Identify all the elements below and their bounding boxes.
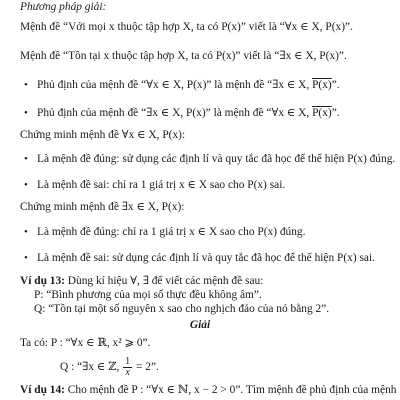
- text-line: Là mệnh đề đúng: sử dụng các định lí và quy tắc đã học để thể hiện P(x) đúng.: [37, 153, 396, 165]
- solution-heading: Giải: [189, 319, 211, 331]
- text-span: Phủ định của mệnh đề “∀x ∈ X, P(x)” là mệnh đề “∃x ∈ X,: [37, 79, 313, 91]
- text-line: Ta có: P : “∀x ∈ ℝ, x² ⩾ 0”.: [20, 337, 151, 349]
- negated-expression: P(x): [312, 107, 332, 119]
- text-span: = 2”.: [133, 361, 159, 373]
- text-line: Mệnh đề “Tồn tại x thuộc tập hợp X, ta có P(x)” viết là “∃x ∈ X, P(x)”.: [20, 50, 347, 62]
- bullet-icon: •: [24, 252, 28, 264]
- text-line: Là mệnh đề đúng: chỉ ra 1 giá trị x ∈ X sao cho P(x) đúng.: [37, 226, 306, 238]
- text-span: ”.: [331, 107, 340, 119]
- text-span: Phủ định của mệnh đề “∃x ∈ X, P(x)” là mệnh đề “∀x ∈ X,: [37, 107, 313, 119]
- fraction: [123, 357, 132, 378]
- text-line: Là mệnh đề sai: sử dụng các định lí và quy tắc đã học để thể hiện P(x) sai.: [37, 252, 375, 264]
- text-line: Là mệnh đề sai: chỉ ra 1 giá trị x ∈ X sao cho P(x) sai.: [37, 179, 286, 191]
- text-line: Q: “Tồn tại một số nguyên x sao cho nghịch đảo của nó bằng 2”.: [34, 303, 330, 315]
- text-line: P: “Bình phương của mọi số thực đều không âm”.: [34, 289, 262, 301]
- bullet-icon: •: [24, 79, 28, 91]
- text-span: Dùng kí hiệu ∀, ∃ để viết các mệnh đề sau:: [64, 275, 264, 287]
- text-line: [37, 106, 400, 120]
- example-line: [20, 274, 400, 288]
- negated-expression: P(x): [312, 79, 332, 91]
- section-heading: Phương pháp giải:: [20, 1, 107, 13]
- text-span: Cho mệnh đề P : “∀x ∈ ℕ, x − 2 > 0”. Tìm mệnh đề phủ định của mệnh: [64, 384, 397, 396]
- bullet-icon: •: [24, 153, 28, 165]
- text-line: [37, 78, 400, 92]
- bullet-icon: •: [24, 107, 28, 119]
- bullet-icon: •: [24, 179, 28, 191]
- text-line: Mệnh đề “Với mọi x thuộc tập hợp X, ta có P(x)” viết là “∀x ∈ X, P(x)”.: [20, 21, 353, 33]
- fraction-numerator: 1: [125, 356, 131, 367]
- fraction-denominator: x: [125, 366, 130, 378]
- math-line: [60, 356, 400, 378]
- example-label: Ví dụ 13:: [20, 275, 65, 287]
- text-span: Q : “∃x ∈ ℤ,: [60, 361, 123, 373]
- bullet-icon: •: [24, 226, 28, 238]
- example-line: [20, 383, 400, 397]
- example-label: Ví dụ 14:: [20, 384, 65, 396]
- text-span: ”.: [331, 79, 340, 91]
- text-line: Chứng minh mệnh đề ∀x ∈ X, P(x):: [20, 129, 186, 141]
- text-line: Chứng minh mệnh đề ∃x ∈ X, P(x):: [20, 201, 185, 213]
